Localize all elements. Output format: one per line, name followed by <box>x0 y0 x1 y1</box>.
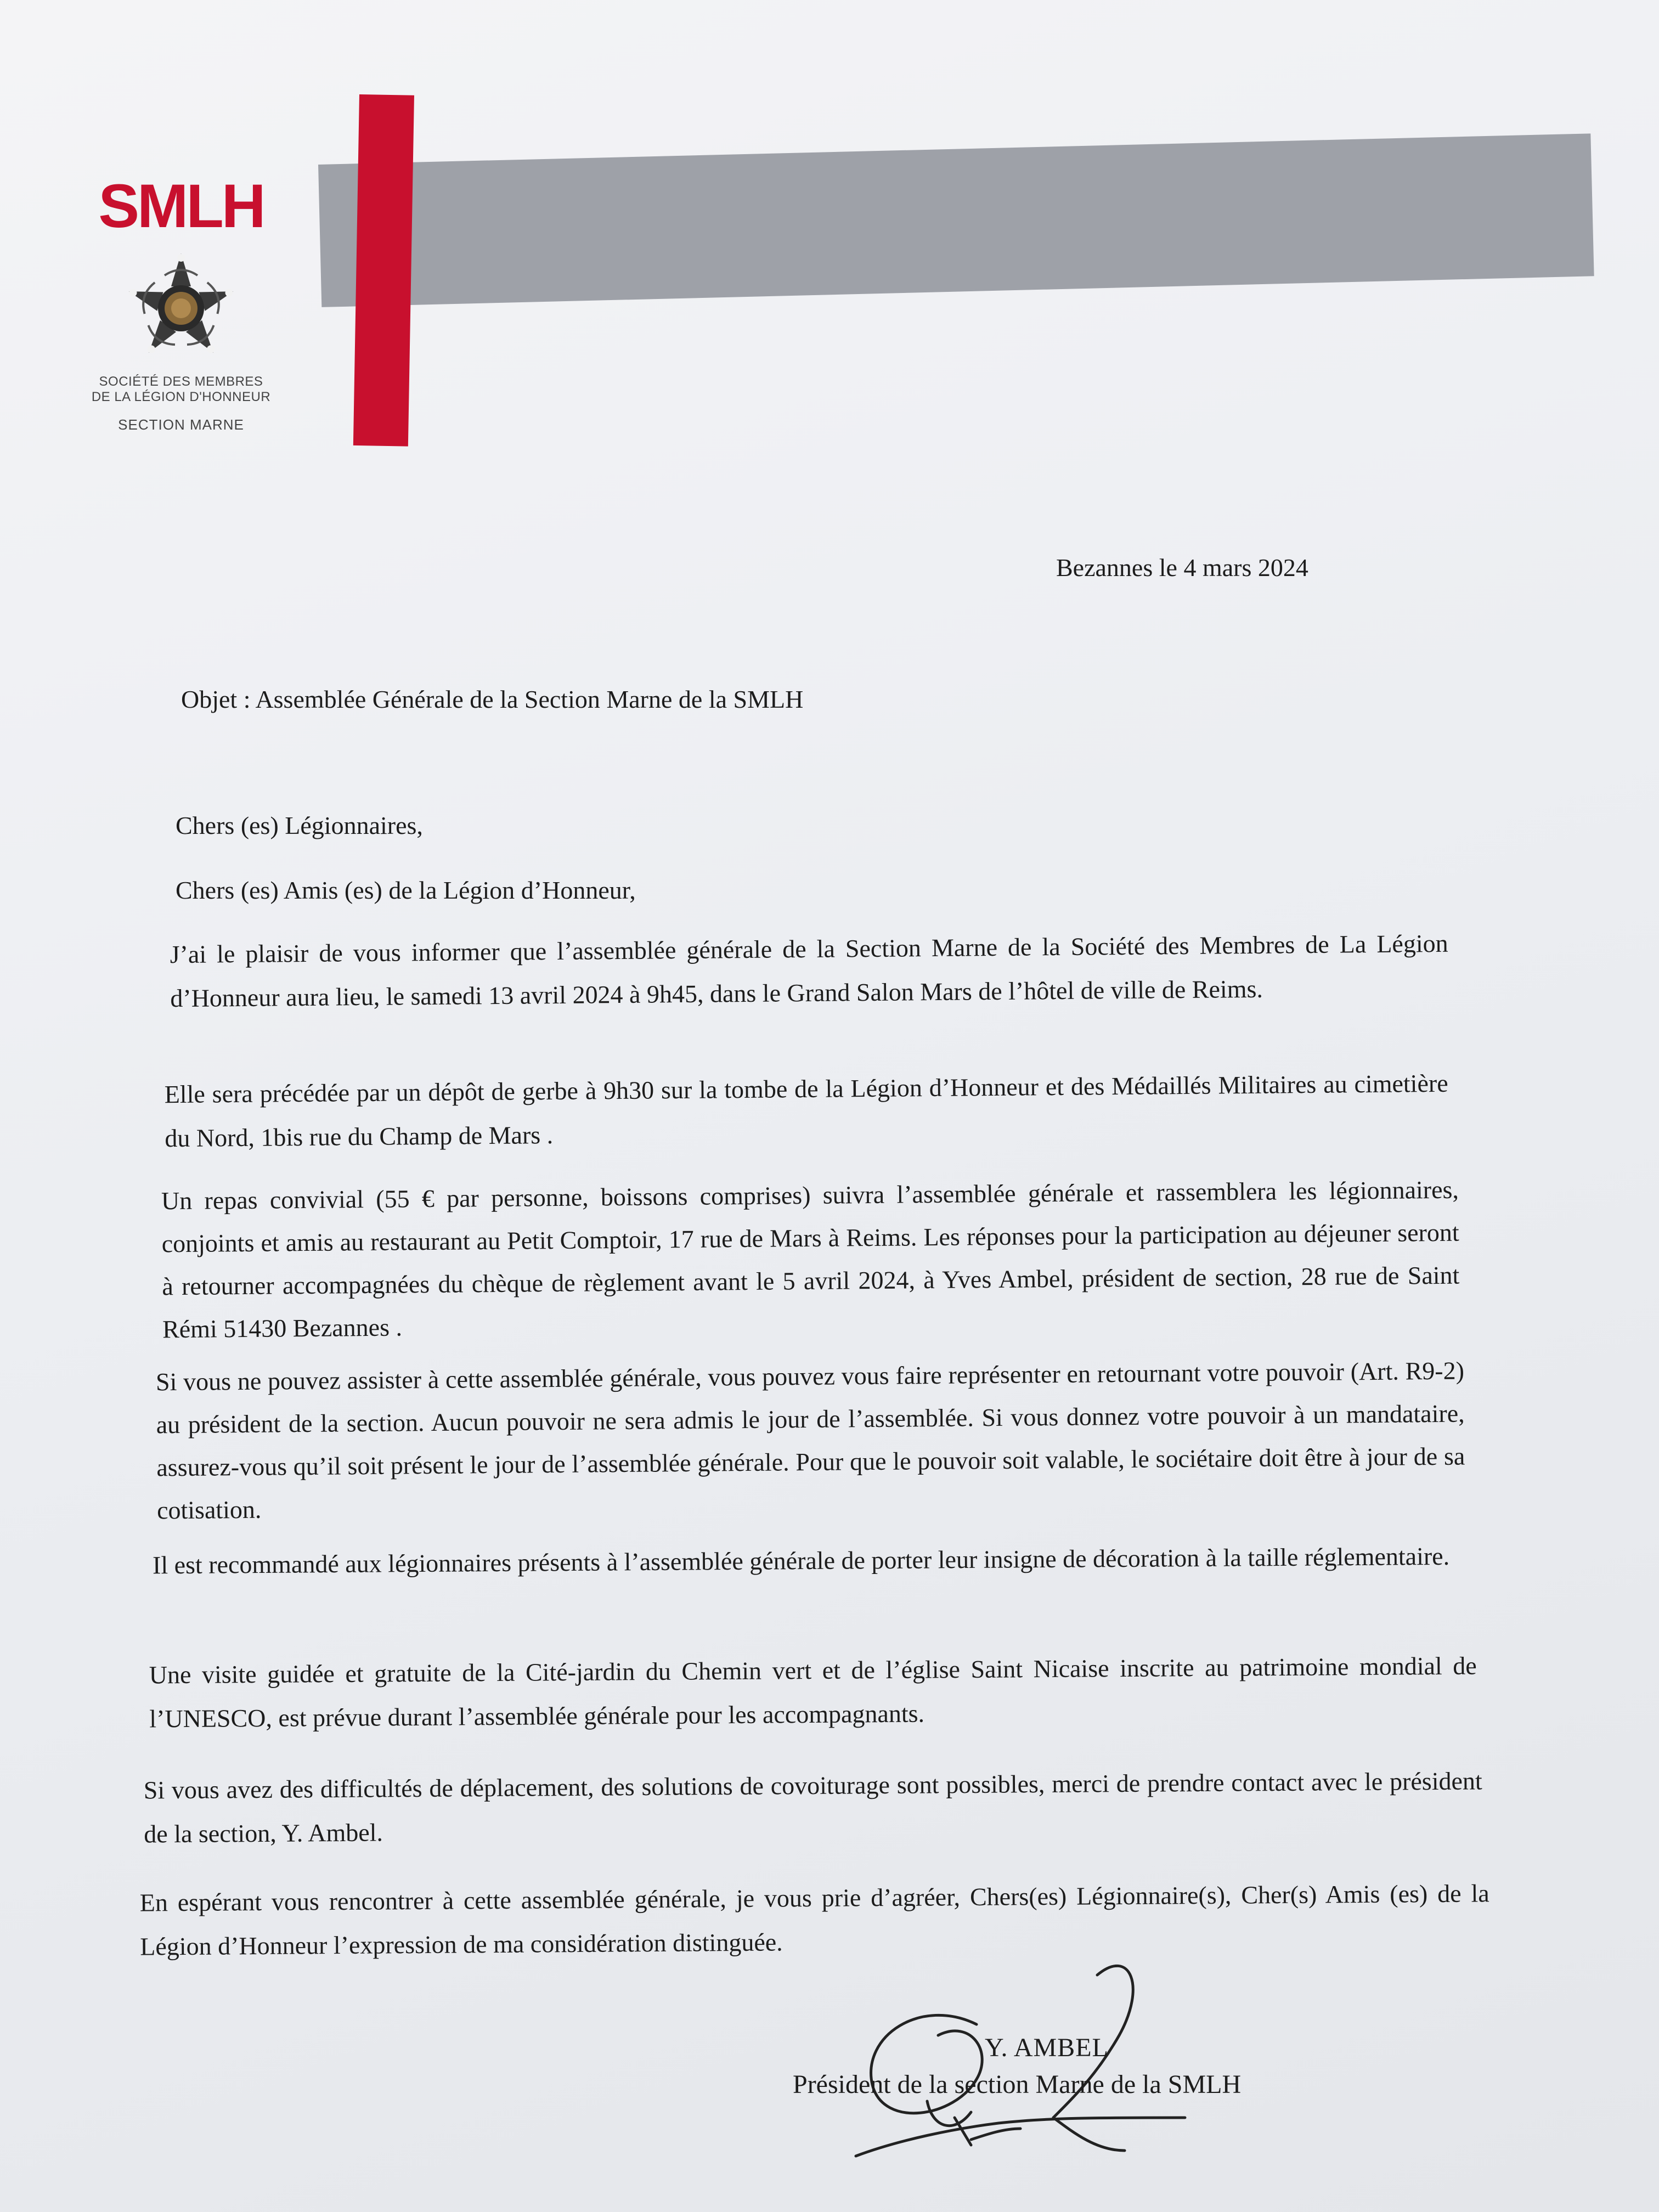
paragraph-2: Elle sera précédée par un dépôt de gerbe à 9h30 sur la tombe de la Légion d’Honneur et des Médaillés Militaires au cimetière du Nord, 1bis rue du Champ de Mars . <box>164 1069 1448 1153</box>
salutation-line-2: Chers (es) Amis (es) de la Légion d’Honneur, <box>176 876 636 904</box>
paragraph-7: Si vous avez des difficultés de déplacement, des solutions de covoiturage sont possibles, merci de prendre contact avec le président de la section, Y. Ambel. <box>143 1767 1482 1848</box>
handwritten-signature-icon <box>790 1953 1229 2183</box>
logo-org-line-1: SOCIÉTÉ DES MEMBRES <box>99 374 263 389</box>
letter-subject: Objet : Assemblée Générale de la Section Marne de la SMLH <box>181 685 804 713</box>
signatory-role: Président de la section Marne de la SMLH <box>793 2070 1242 2099</box>
legion-honneur-star-icon <box>121 248 241 369</box>
smlh-logo <box>82 172 280 433</box>
header-grey-band <box>318 133 1594 307</box>
paragraph-8: En espérant vous rencontrer à cette assemblée générale, je vous prie d’agréer, Chers(es) Légionnaire(s), Cher(s) Amis (es) de la Légion d’Honneur l’expression de ma considération distinguée. <box>139 1879 1489 1961</box>
signatory-name: Y. AMBEL <box>985 2033 1109 2062</box>
logo-section-name: SECTION MARNE <box>118 416 244 433</box>
paragraph-1: J’ai le plaisir de vous informer que l’assemblée générale de la Section Marne de la Société des Membres de La Légion d’Honneur aura lieu, le samedi 13 avril 2024 à 9h45, dans le Grand Salon Mars de l’hôtel de ville de Reims. <box>170 929 1448 1013</box>
paragraph-3: Un repas convivial (55 € par personne, boissons comprises) suivra l’assemblée générale et rassemblera les légionnaires, conjoints et amis au restaurant au Petit Comptoir, 17 rue de Mars à Reims. Les réponses pour la participation au déjeuner seront à retourner accompagnées du chèque de règlement avant le 5 avril 2024, à Yves Ambel, président de section, 28 rue de Saint Rémi 51430 Bezannes . <box>161 1175 1460 1344</box>
salutation-line-1: Chers (es) Légionnaires, <box>176 811 423 839</box>
paragraph-6: Une visite guidée et gratuite de la Cité-jardin du Chemin vert et de l’église Saint Nicaise inscrite au patrimoine mondial de l’UNESCO, est prévue durant l’assemblée générale pour les accompagnants. <box>149 1651 1477 1733</box>
letter-date: Bezannes le 4 mars 2024 <box>1056 554 1308 582</box>
header-red-bar <box>353 94 414 447</box>
paragraph-4: Si vous ne pouvez assister à cette assemblée générale, vous pouvez vous faire représenter en retournant votre pouvoir (Art. R9-2) au président de la section. Aucun pouvoir ne sera admis le jour de l’assemblée. Si vous donnez votre pouvoir à un mandataire, assurez-vous qu’il soit présent le jour de l’assemblée générale. Pour que le pouvoir soit valable, le sociétaire doit être à jour de sa cotisation. <box>155 1356 1465 1525</box>
logo-wordmark: SMLH <box>98 172 264 240</box>
paragraph-5: Il est recommandé aux légionnaires présents à l’assemblée générale de porter leur insigne de décoration à la taille réglementaire. <box>152 1542 1450 1579</box>
logo-org-line-2: DE LA LÉGION D'HONNEUR <box>91 389 271 404</box>
